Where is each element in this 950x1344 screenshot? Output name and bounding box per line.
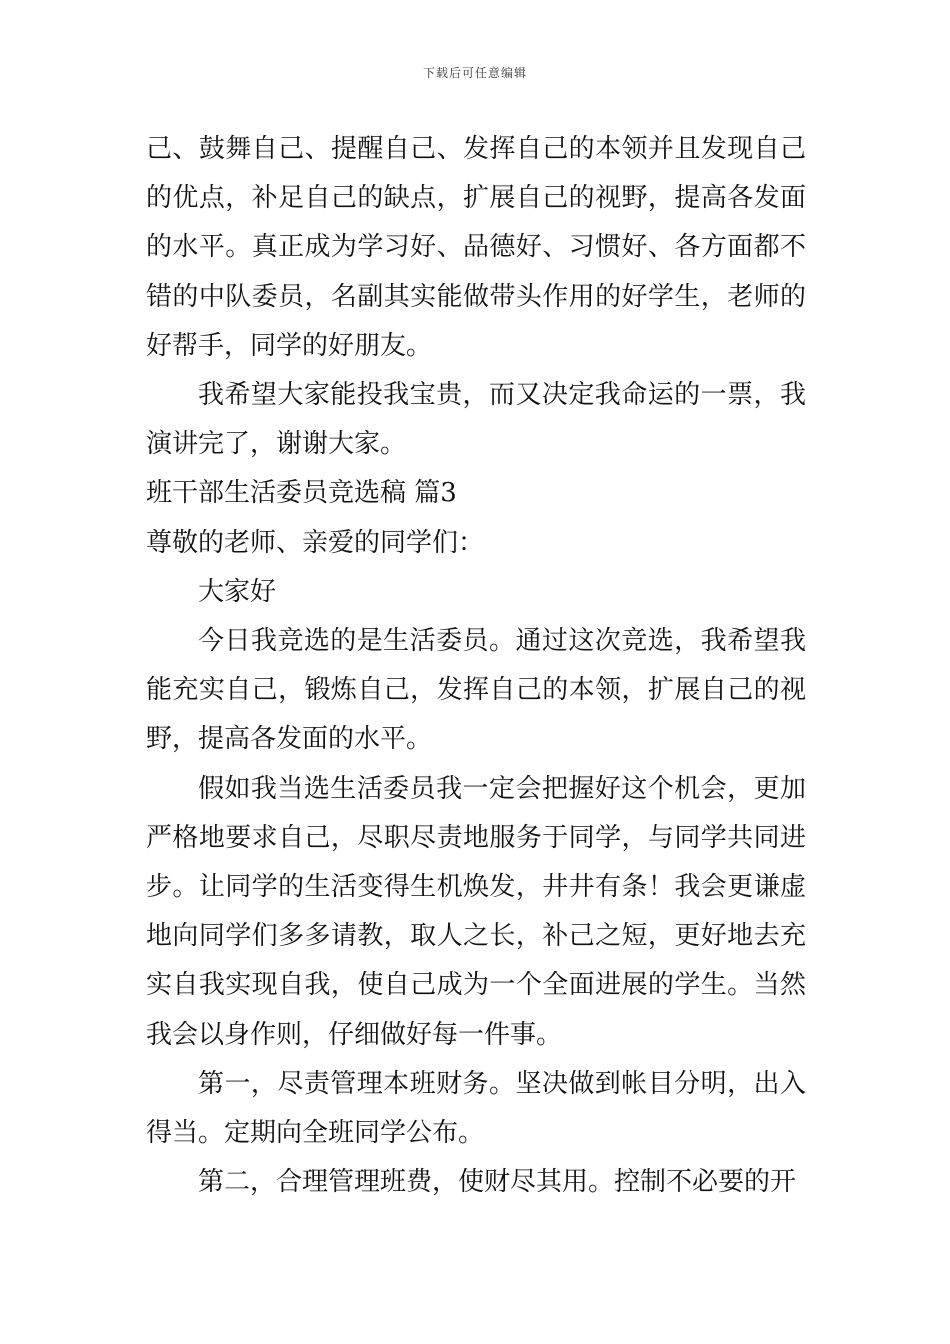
paragraph-continuation: 己、鼓舞自己、提醒自己、发挥自己的本领并且发现自己的优点，补足自己的缺点，扩展自己的视野，提高各发面的水平。真正成为学习好、品德好、习惯好、各方面都不错的中队委员，名副其实能做带头作用的好学生，老师的好帮手，同学的好朋友。 (146, 134, 806, 361)
paragraph-intro: 今日我竞选的是生活委员。通过这次竞选，我希望我能充实自己，锻炼自己，发挥自己的本领，扩展自己的视野，提高各发面的水平。 (146, 626, 806, 755)
paragraph-point-one: 第一，尽责管理本班财务。坚决做到帐目分明，出入得当。定期向全班同学公布。 (146, 1068, 806, 1149)
greeting: 大家好 (198, 576, 277, 607)
salutation: 尊敬的老师、亲爱的同学们： (146, 527, 485, 558)
document-body (146, 125, 806, 1207)
paragraph-closing: 我希望大家能投我宝贵，而又决定我命运的一票，我演讲完了，谢谢大家。 (146, 380, 806, 460)
section-title: 班干部生活委员竞选稿 篇3 (146, 478, 457, 509)
paragraph-commitment: 假如我当选生活委员我一定会把握好这个机会，更加严格地要求自己，尽职尽责地服务于同学，与同学共同进步。让同学的生活变得生机焕发，井井有条！我会更谦虚地向同学们多多请教，取人之长，补己之短，更好地去充实自我实现自我，使自己成为一个全面进展的学生。当然我会以身作则，仔细做好每一件事。 (146, 773, 806, 1050)
paragraph-point-two: 第二，合理管理班费，使财尽其用。控制不必要的开 (198, 1167, 797, 1198)
page-header-note: 下载后可任意编辑 (422, 66, 527, 80)
